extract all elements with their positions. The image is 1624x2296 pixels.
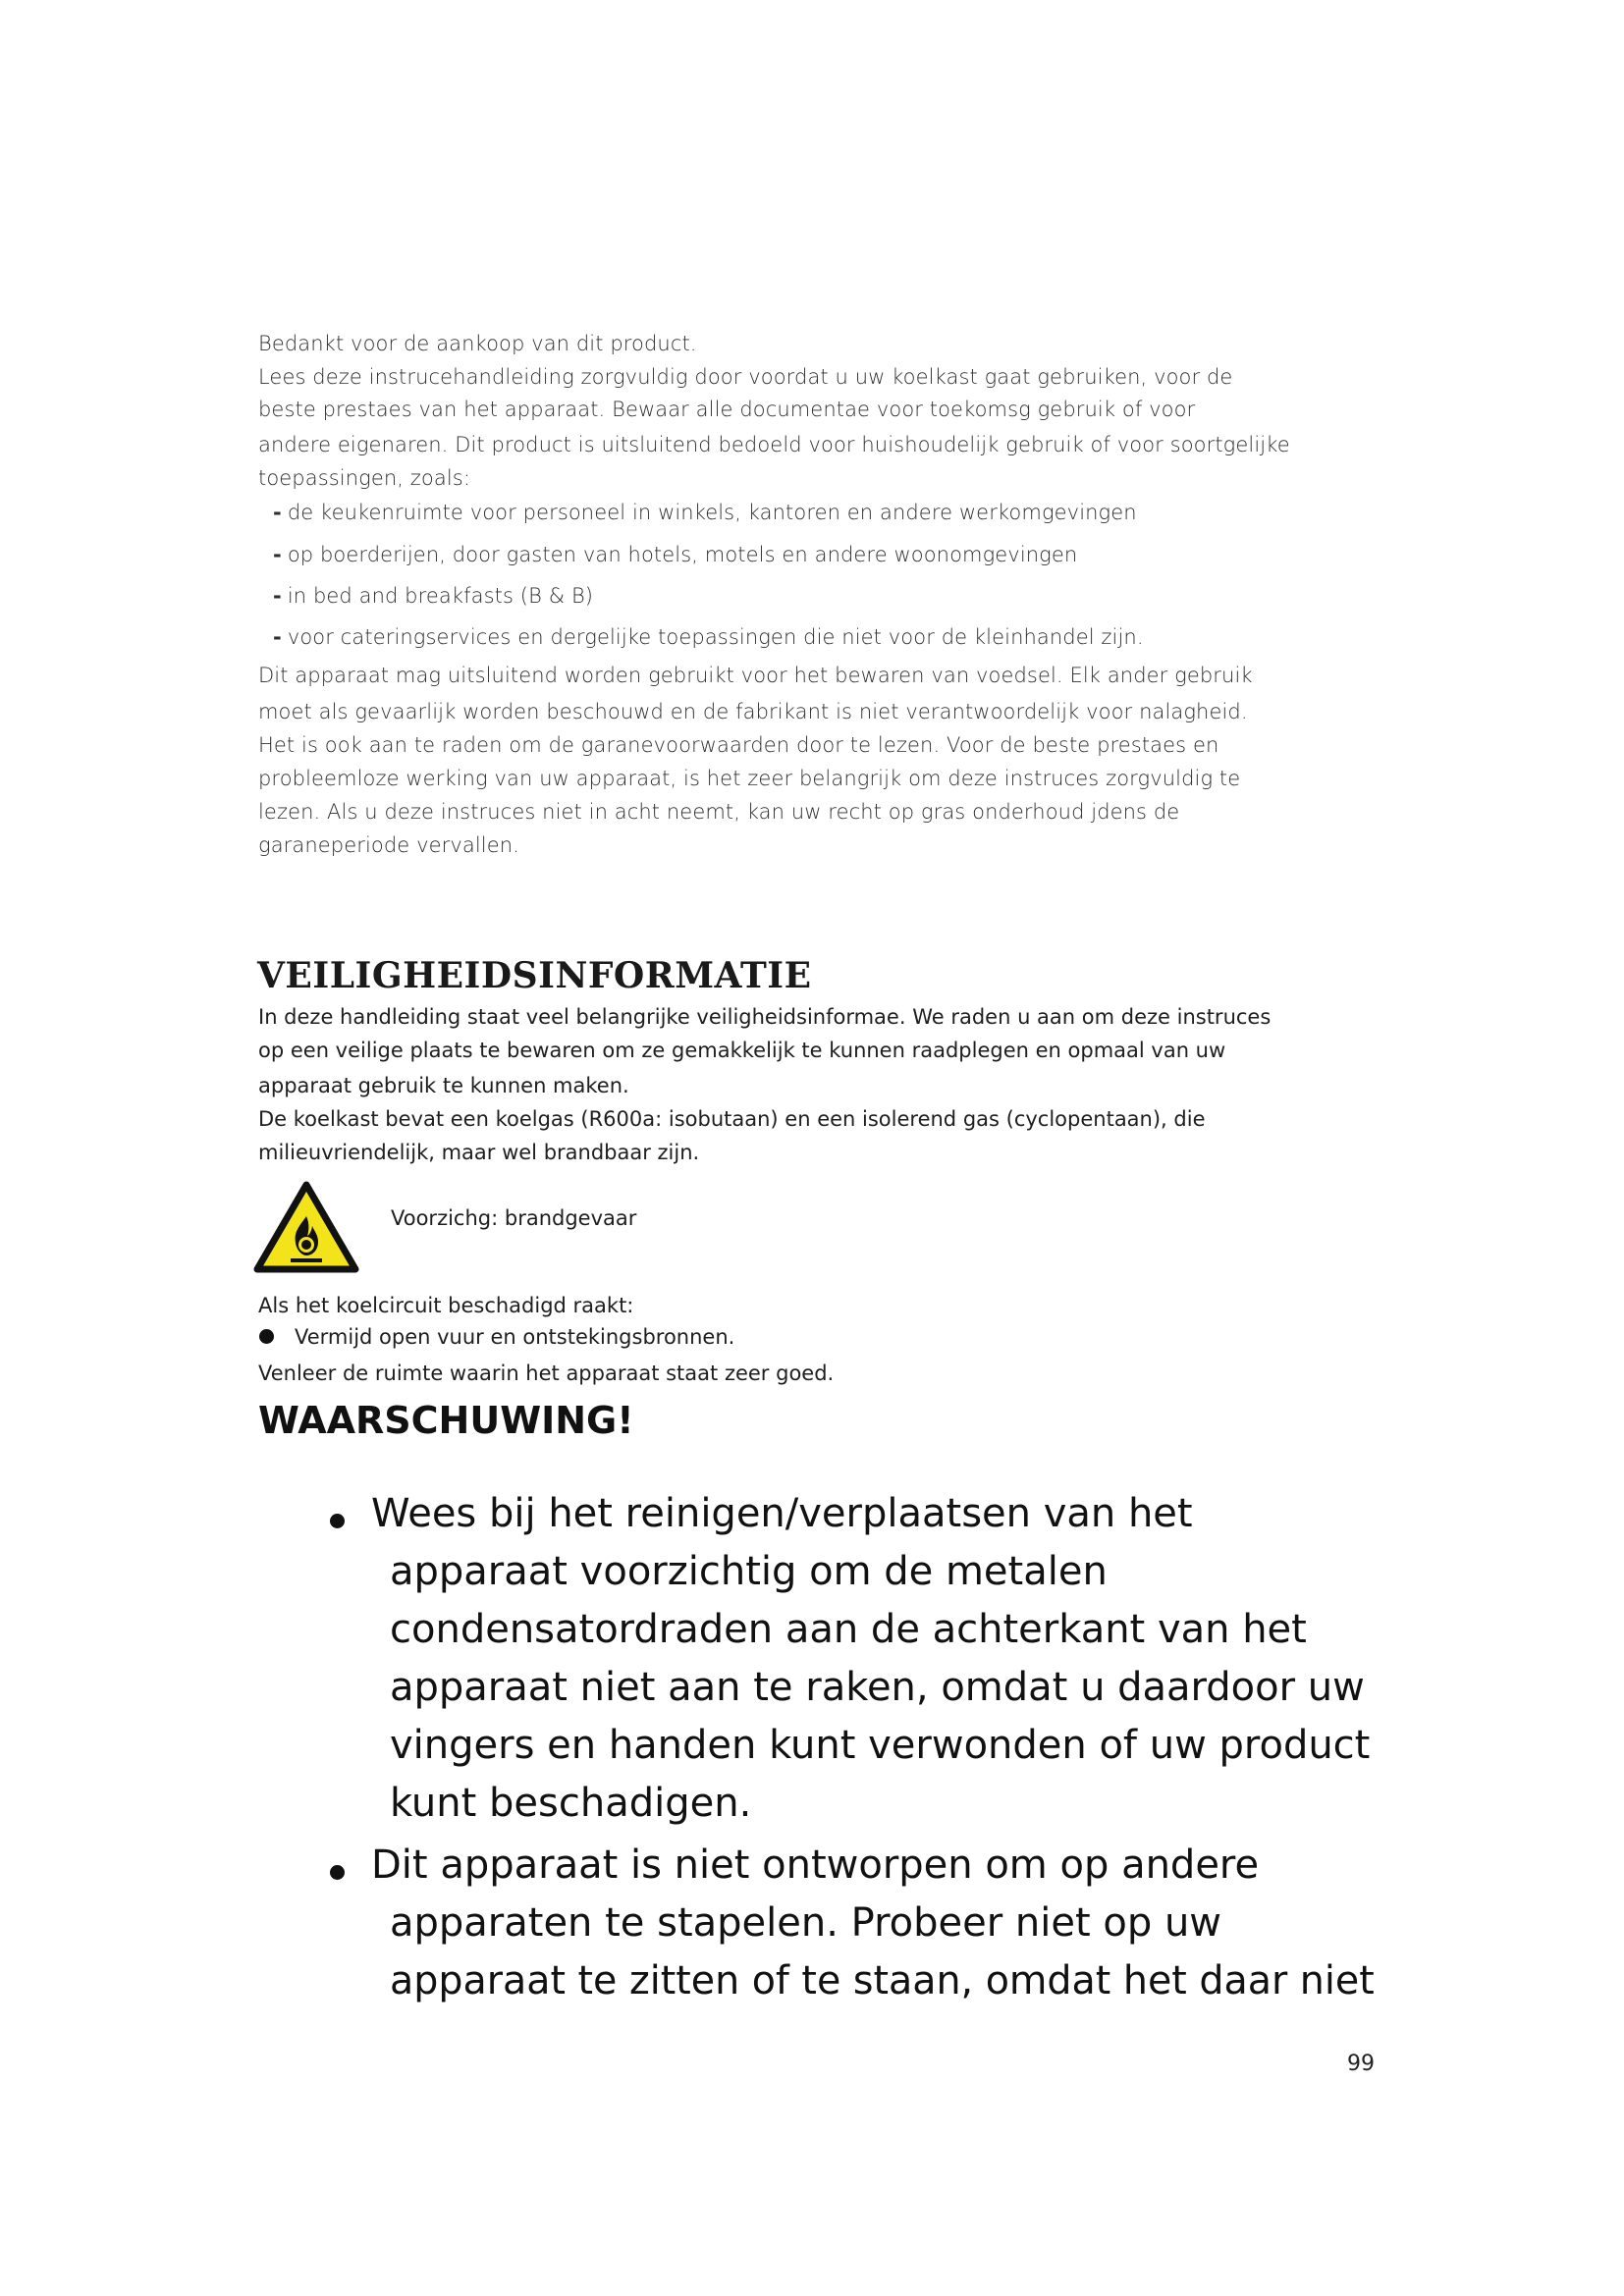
list-item-text: in bed and breakfasts (B & B) <box>287 584 594 608</box>
intro-line: Lees deze instrucehandleiding zorgvuldig door voordat u uw koelkast gaat gebruiken, voor de <box>258 365 1233 389</box>
dash-bullet-icon: - <box>273 584 282 608</box>
intro-line: lezen. Als u deze instruces niet in acht neemt, kan uw recht op gras onderhoud jdens de <box>258 800 1180 824</box>
intro-line: Het is ook aan te raden om de garanevoorwaarden door te lezen. Voor de beste prestaes en <box>258 733 1219 757</box>
bullet-icon <box>330 1865 345 1880</box>
circuit-bullet-text: Vermijd open vuur en ontstekingsbronnen. <box>295 1325 735 1349</box>
flammable-warning-icon <box>253 1181 359 1273</box>
warning-line: apparaten te stapelen. Probeer niet op uw <box>390 1900 1222 1946</box>
fire-caption: Voorzichg: brandgevaar <box>391 1206 637 1230</box>
warning-line: condensatordraden aan de achterkant van het <box>390 1607 1307 1652</box>
dash-bullet-icon: - <box>273 543 282 566</box>
warning-title: WAARSCHUWING! <box>258 1399 634 1442</box>
intro-line: probleemloze werking van uw apparaat, is het zeer belangrijk om deze instruces zorgvuldig te <box>258 767 1241 790</box>
list-item-text: op boerderijen, door gasten van hotels, motels en andere woonomgevingen <box>287 543 1078 566</box>
dash-bullet-icon: - <box>273 501 282 524</box>
intro-line: moet als gevaarlijk worden beschouwd en de fabrikant is niet verantwoordelijk voor nalagheid. <box>258 700 1248 723</box>
list-item <box>273 625 1144 649</box>
warning-line: Dit apparaat is niet ontworpen om op andere <box>371 1842 1260 1888</box>
list-item <box>273 543 1077 566</box>
list-item <box>273 501 1137 524</box>
warning-line: apparaat te zitten of te staan, omdat het daar niet <box>390 1958 1375 2003</box>
safety-line: milieuvriendelijk, maar wel brandbaar zijn. <box>258 1141 700 1164</box>
intro-line: Dit apparaat mag uitsluitend worden gebruikt voor het bewaren van voedsel. Elk ander gebruik <box>258 664 1253 687</box>
warning-line: apparaat niet aan te raken, omdat u daardoor uw <box>390 1665 1365 1710</box>
safety-line: apparaat gebruik te kunnen maken. <box>258 1074 629 1097</box>
safety-line: De koelkast bevat een koelgas (R600a: isobutaan) en een isolerend gas (cyclopentaan), die <box>258 1107 1206 1131</box>
intro-line: andere eigenaren. Dit product is uitsluitend bedoeld voor huishoudelijk gebruik of voor soortgelijke <box>258 433 1290 456</box>
list-item-text: voor cateringservices en dergelijke toepassingen die niet voor de kleinhandel zijn. <box>287 625 1144 649</box>
ventilate-text: Venleer de ruimte waarin het apparaat staat zeer goed. <box>258 1362 835 1385</box>
bullet-icon <box>330 1514 345 1528</box>
list-item <box>273 584 593 608</box>
bullet-icon <box>259 1329 274 1344</box>
intro-line: beste prestaes van het apparaat. Bewaar alle documentae voor toekomsg gebruik of voor <box>258 398 1196 421</box>
intro-line: Bedankt voor de aankoop van dit product. <box>258 332 697 355</box>
safety-heading: VEILIGHEIDSINFORMATIE <box>257 955 812 996</box>
safety-line: In deze handleiding staat veel belangrijke veiligheidsinformae. We raden u aan om deze instruces <box>258 1005 1272 1029</box>
warning-line: vingers en handen kunt verwonden of uw product <box>390 1723 1371 1768</box>
warning-line: kunt beschadigen. <box>390 1781 752 1826</box>
page-number: 99 <box>1347 2052 1375 2076</box>
warning-line: apparaat voorzichtig om de metalen <box>390 1549 1108 1594</box>
safety-line: op een veilige plaats te bewaren om ze gemakkelijk te kunnen raadplegen en opmaal van uw <box>258 1039 1226 1062</box>
intro-line: toepassingen, zoals: <box>258 466 470 490</box>
warning-line: Wees bij het reinigen/verplaatsen van het <box>371 1491 1193 1536</box>
dash-bullet-icon: - <box>273 625 282 649</box>
intro-line: garaneperiode vervallen. <box>258 833 519 857</box>
list-item-text: de keukenruimte voor personeel in winkels, kantoren en andere werkomgevingen <box>287 501 1137 524</box>
circuit-label: Als het koelcircuit beschadigd raakt: <box>258 1294 634 1317</box>
